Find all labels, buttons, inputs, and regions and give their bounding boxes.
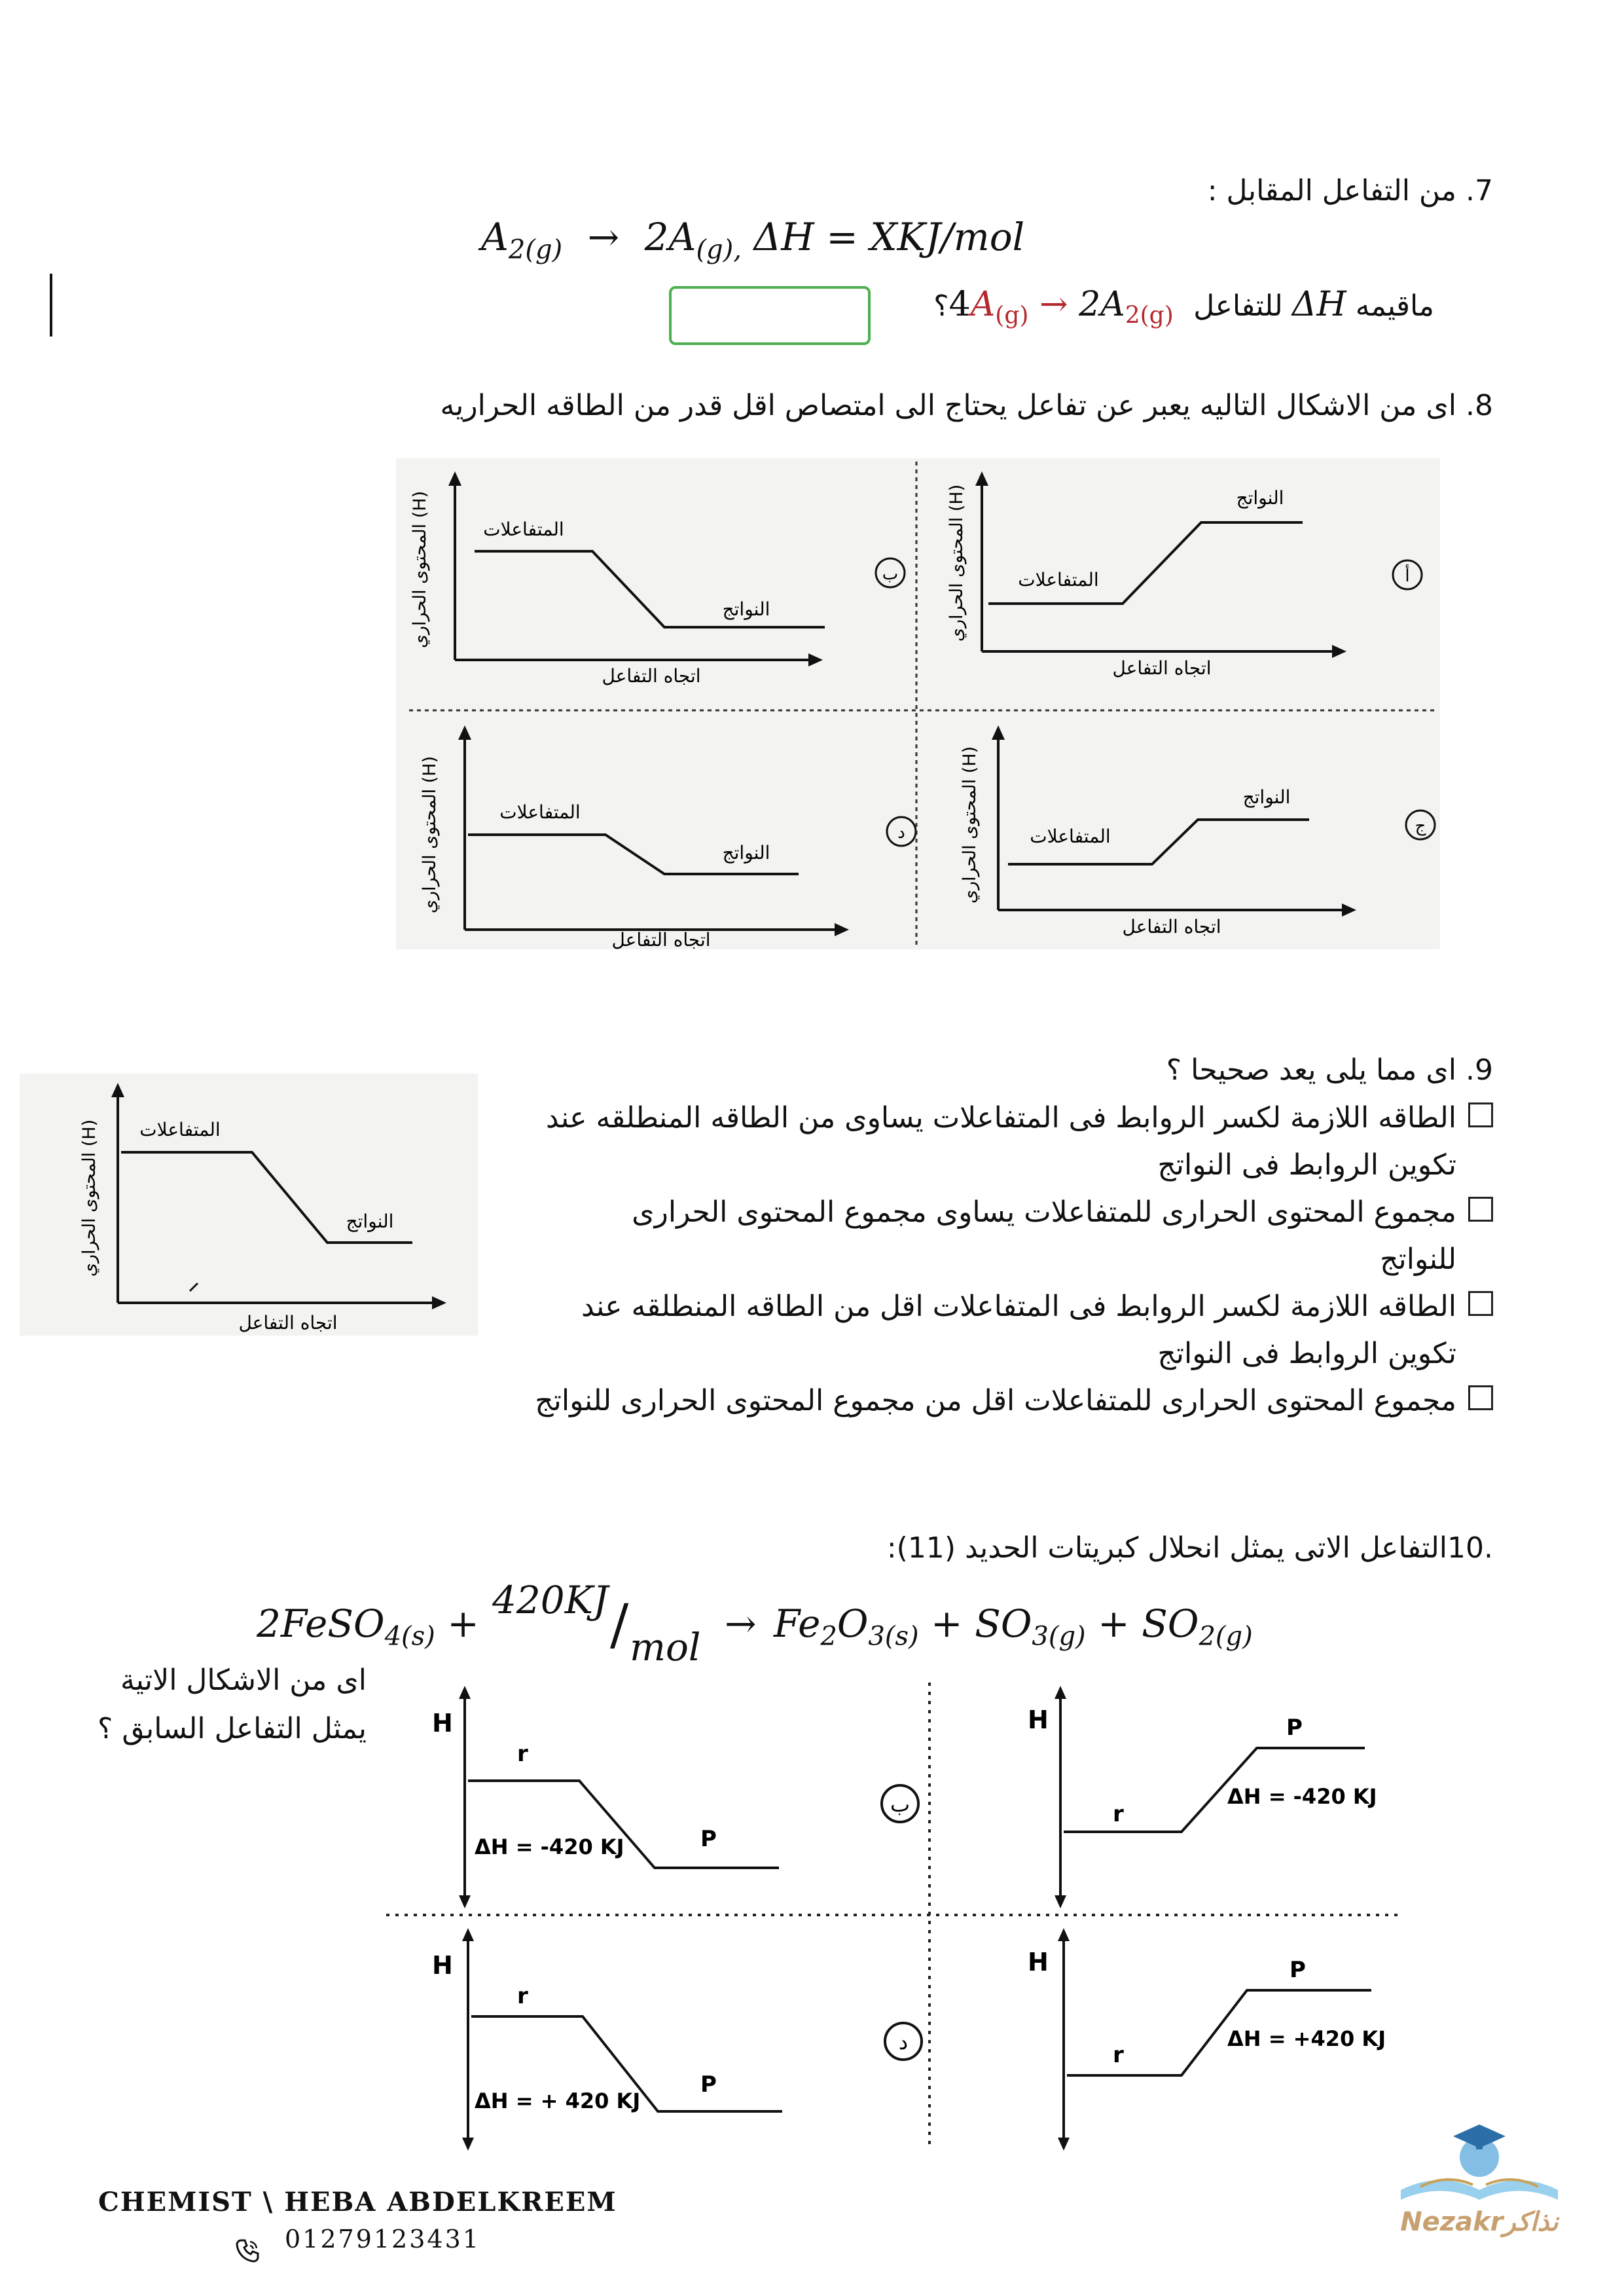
q9-figure-ylabel: المحتوى الحراري (H) — [79, 1119, 99, 1277]
q7-rxn2-product-sub: 2(g) — [1125, 302, 1174, 329]
q8-d-reactants: المتفاعلات — [499, 801, 581, 823]
q8-d-ylabel: المحتوى الحراري (H) — [420, 756, 440, 914]
q8-a-label: أ — [1405, 566, 1410, 586]
q10-br-dh: ΔH = +420 KJ — [1227, 2026, 1386, 2051]
q9-option-1-text: الطاقه اللازمة لكسر الروابط فى المتفاعلات يساوى من الطاقه المنطلقه عند تكوين الروابط فى النواتج — [545, 1101, 1456, 1182]
q10-graph-top-right — [1028, 1686, 1377, 1908]
q10-br-p: P — [1290, 1957, 1306, 1983]
q8-b-xlabel: اتجاه التفاعل — [602, 665, 701, 687]
q8-c-products: النواتج — [1242, 786, 1291, 808]
q7-dh-symbol: ΔH — [1291, 285, 1346, 324]
q10-tr-r: r — [1113, 1801, 1124, 1827]
q10-arrow: → — [725, 1601, 757, 1646]
q10-energy: 420KJ — [492, 1578, 609, 1622]
q10-label-b: ب — [890, 1792, 911, 1817]
phone-icon — [234, 2238, 261, 2264]
q10-product-1-o: O — [837, 1601, 869, 1646]
q9-option-4[interactable] — [475, 1377, 1493, 1425]
q8-graph-c — [960, 725, 1435, 938]
q10-product-2: SO — [975, 1601, 1032, 1646]
q10-tl-h: H — [432, 1709, 453, 1738]
book-mascot-icon — [1381, 2111, 1578, 2210]
footer-phone: 01279123431 — [285, 2225, 480, 2253]
q10-br-h: H — [1028, 1948, 1049, 1977]
q9-figure-products: النواتج — [346, 1211, 394, 1232]
q8-b-ylabel: المحتوى الحراري (H) — [410, 490, 430, 649]
q8-c-ylabel: المحتوى الحراري (H) — [960, 746, 980, 904]
q8-c-label: ج — [1415, 816, 1426, 836]
q7-rxn2-reactant: A — [970, 285, 996, 324]
q10-tr-p: P — [1286, 1715, 1303, 1741]
q10-product-3-sub: 2(g) — [1199, 1621, 1253, 1652]
q8-graph-b — [410, 471, 905, 687]
q10-tr-dh: ΔH = -420 KJ — [1227, 1784, 1377, 1809]
q7-product-sub: (g), — [696, 234, 742, 265]
q8-d-label: د — [897, 823, 905, 843]
nezakr-logo — [1381, 2111, 1578, 2249]
q7-question-line — [780, 278, 1434, 342]
q10-product-1-sub1: 2 — [820, 1621, 837, 1652]
q9-option-3-text: الطاقه اللازمة لكسر الروابط فى المتفاعلات اقل من الطاقه المنطلقه عند تكوين الروابط فى النواتج — [581, 1290, 1456, 1370]
q9-option-2[interactable] — [475, 1189, 1493, 1283]
q10-bl-h: H — [432, 1951, 453, 1980]
q10-tr-h: H — [1028, 1705, 1049, 1734]
q9-option-4-checkbox[interactable] — [1468, 1385, 1493, 1410]
q10-text: التفاعل الاتى يمثل انحلال كبريتات الحديد (11): — [886, 1531, 1447, 1565]
q10-graph-bottom-left — [432, 1928, 782, 2151]
q10-tl-dh: ΔH = -420 KJ — [475, 1834, 624, 1859]
q7-question-text: ماقيمه — [1355, 289, 1434, 323]
q8-figure — [396, 458, 1440, 949]
q10-bl-r: r — [517, 1983, 528, 2009]
q7-arrow: → — [587, 215, 620, 259]
text-cursor — [50, 274, 52, 337]
q7-question-mark: ؟ — [933, 289, 949, 323]
q9-option-1[interactable] — [475, 1095, 1493, 1189]
q10-plus-2: + — [931, 1601, 963, 1646]
q10-tl-r: r — [517, 1741, 528, 1767]
q10-product-3: SO — [1142, 1601, 1199, 1646]
q7-rxn2-reactant-sub: (g) — [995, 302, 1029, 329]
q10-bl-p: P — [700, 2071, 717, 2098]
q7-for-reaction: للتفاعل — [1193, 289, 1283, 323]
q9-option-2-text: مجموع المحتوى الحرارى للمتفاعلات يساوى مجموع المحتوى الحرارى للنواتج — [632, 1195, 1456, 1276]
q7-rxn2-arrow: → — [1039, 285, 1068, 324]
q8-d-products: النواتج — [722, 842, 770, 864]
q9-text: اى مما يلى يعد صحيحا ؟ — [1166, 1053, 1456, 1087]
q10-product-1-sub2: 3(s) — [868, 1621, 919, 1652]
q8-graph-d — [420, 725, 916, 949]
q10-graph-top-left — [432, 1686, 779, 1908]
q7-heading — [969, 172, 1493, 211]
q9-number: 9. — [1466, 1053, 1493, 1087]
q9-option-4-text: مجموع المحتوى الحرارى للمتفاعلات اقل من مجموع المحتوى الحرارى للنواتج — [535, 1384, 1456, 1417]
q9-heading — [839, 1051, 1493, 1090]
q8-b-label: ب — [882, 564, 899, 584]
q8-a-ylabel: المحتوى الحراري (H) — [947, 484, 967, 642]
q9-option-3[interactable] — [475, 1283, 1493, 1377]
q8-heading — [184, 386, 1493, 426]
q7-reactant: A — [481, 215, 509, 259]
q8-a-xlabel: اتجاه التفاعل — [1112, 657, 1212, 679]
q9-options — [475, 1095, 1493, 1425]
q7-number: 7. — [1466, 174, 1493, 208]
logo-text: Nezakrنذاكر — [1400, 2207, 1559, 2237]
q8-c-xlabel: اتجاه التفاعل — [1122, 916, 1221, 938]
q8-d-xlabel: اتجاه التفاعل — [611, 929, 711, 949]
q10-label-d: د — [898, 2030, 909, 2054]
q9-option-3-checkbox[interactable] — [1468, 1291, 1493, 1316]
q10-heading — [708, 1529, 1493, 1568]
q8-a-products: النواتج — [1236, 487, 1284, 509]
q10-product-1: Fe — [774, 1601, 821, 1646]
q10-tl-p: P — [700, 1826, 717, 1852]
q10-graph-bottom-right — [1028, 1928, 1386, 2151]
q9-option-2-checkbox[interactable] — [1468, 1197, 1493, 1222]
q7-answer-box[interactable] — [669, 286, 871, 345]
q10-slash: / — [610, 1592, 629, 1656]
q8-c-reactants: المتفاعلات — [1030, 826, 1111, 847]
q8-text: اى من الاشكال التاليه يعبر عن تفاعل يحتاج الى امتصاص اقل قدر من الطاقه الحراريه — [440, 389, 1456, 422]
q7-rxn2-product: 2A — [1079, 285, 1125, 324]
q8-b-reactants: المتفاعلات — [483, 519, 564, 540]
q8-b-products: النواتج — [722, 598, 770, 620]
q10-plus-3: + — [1098, 1601, 1130, 1646]
q7-reactant-sub: 2(g) — [508, 234, 563, 265]
q10-figure — [380, 1683, 1466, 2154]
q8-a-reactants: المتفاعلات — [1018, 569, 1099, 591]
q8-number: 8. — [1466, 389, 1493, 422]
q9-option-1-checkbox[interactable] — [1468, 1102, 1493, 1127]
q7-delta-h: ΔH = XKJ/mol — [753, 215, 1025, 259]
q7-rxn2-coef: 4 — [948, 285, 971, 324]
q10-number: .10 — [1447, 1531, 1493, 1565]
q10-br-r: r — [1113, 2042, 1124, 2068]
q9-figure-reactants: المتفاعلات — [139, 1119, 221, 1140]
q7-product: 2A — [644, 215, 696, 259]
q10-mol: mol — [630, 1625, 701, 1669]
q10-product-2-sub: 3(g) — [1032, 1621, 1086, 1652]
q9-figure-tick — [190, 1283, 198, 1291]
q9-figure — [20, 1074, 478, 1336]
q7-reaction — [481, 215, 1024, 265]
q8-graph-a — [947, 471, 1422, 679]
q10-side-question: اى من الاشكال الاتية يمثل التفاعل السابق ؟ — [98, 1664, 367, 1745]
q10-reactant-sub: 4(s) — [384, 1621, 435, 1652]
q9-figure-xlabel: اتجاه التفاعل — [238, 1312, 338, 1334]
q10-bl-dh: ΔH = + 420 KJ — [475, 2088, 641, 2113]
q7-title: من التفاعل المقابل : — [1207, 174, 1456, 208]
q10-reactant: 2FeSO — [257, 1601, 385, 1646]
q10-plus-1: + — [447, 1601, 479, 1646]
footer-author: CHEMIST \ HEBA ABDELKREEM — [98, 2187, 617, 2217]
